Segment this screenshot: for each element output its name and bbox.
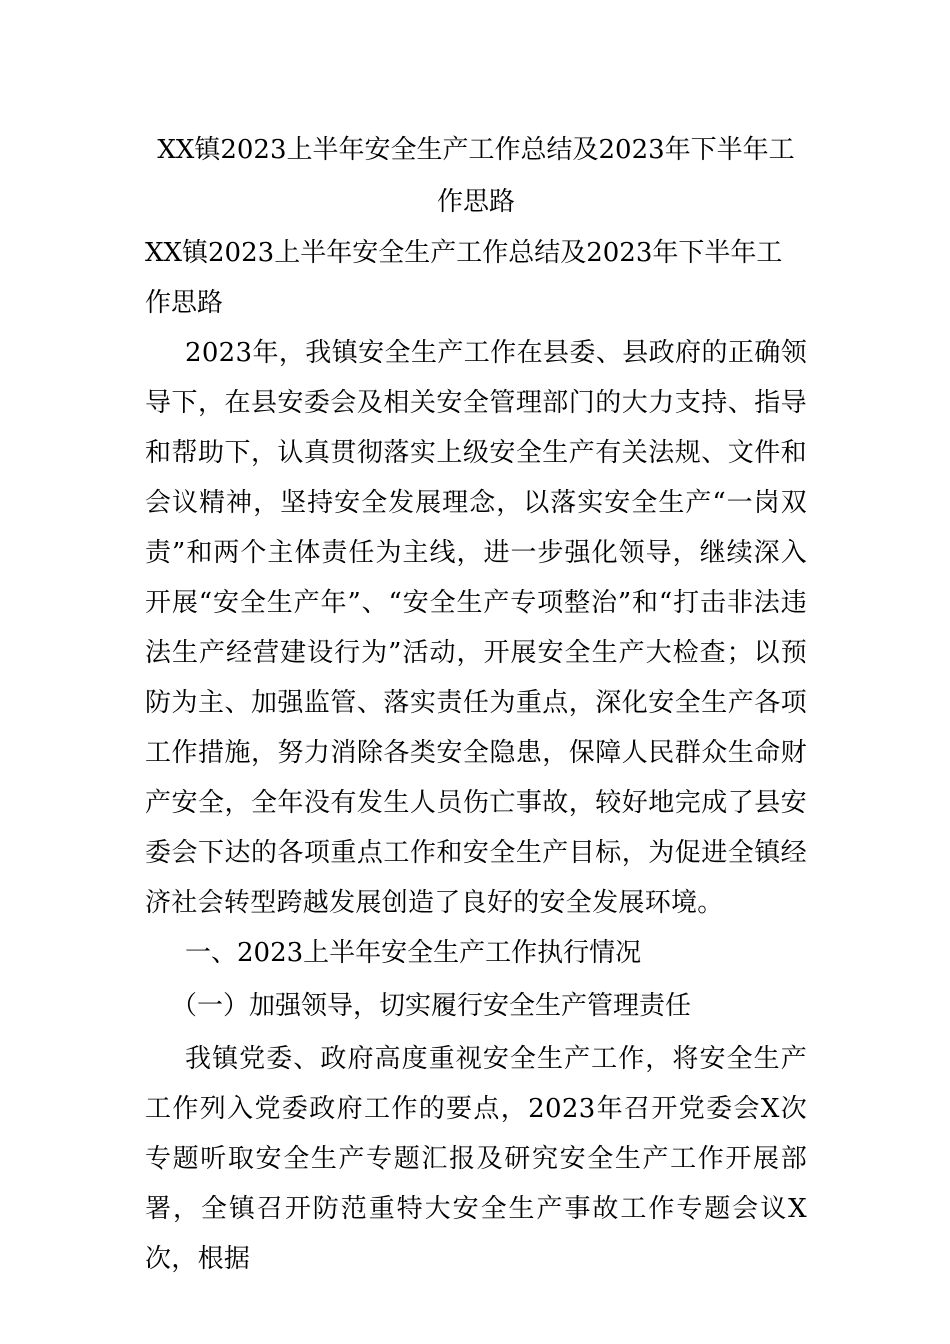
document-content <box>145 124 807 1284</box>
section-heading: 一、2023上半年安全生产工作执行情况 <box>185 938 642 968</box>
document-title: XX镇2023上半年安全生产工作总结及2023年下半年工作思路 <box>157 135 795 217</box>
intro-paragraph: 2023年，我镇安全生产工作在县委、县政府的正确领导下，在县安委会及相关安全管理部门的大力支持、指导和帮助下，认真贯彻落实上级安全生产有关法规、文件和会议精神，坚持安全发展理念，以落实安全生产“一岗双责”和两个主体责任为主线，进一步强化领导，继续深入开展“安全生产年”、“安全生产专项整治”和“打击非法违法生产经营建设行为”活动，开展安全生产大检查；以预防为主、加强监管、落实责任为重点，深化安全生产各项工作措施，努力消除各类安全隐患，保障人民群众生命财产安全，全年没有发生人员伤亡事故，较好地完成了县安委会下达的各项重点工作和安全生产目标，为促进全镇经济社会转型跨越发展创造了良好的安全发展环境。 <box>145 338 807 918</box>
subsection-heading: （一）加强领导，切实履行安全生产管理责任 <box>171 991 692 1021</box>
document-title-repeated: XX镇2023上半年安全生产工作总结及2023年下半年工作思路 <box>145 238 783 318</box>
subsection-paragraph: 我镇党委、政府高度重视安全生产工作，将安全生产工作列入党委政府工作的要点，2023年召开党委会X次专题听取安全生产专题汇报及研究安全生产工作开展部署，全镇召开防范重特大安全生产事故工作专题会议X次，根据 <box>145 1044 807 1274</box>
